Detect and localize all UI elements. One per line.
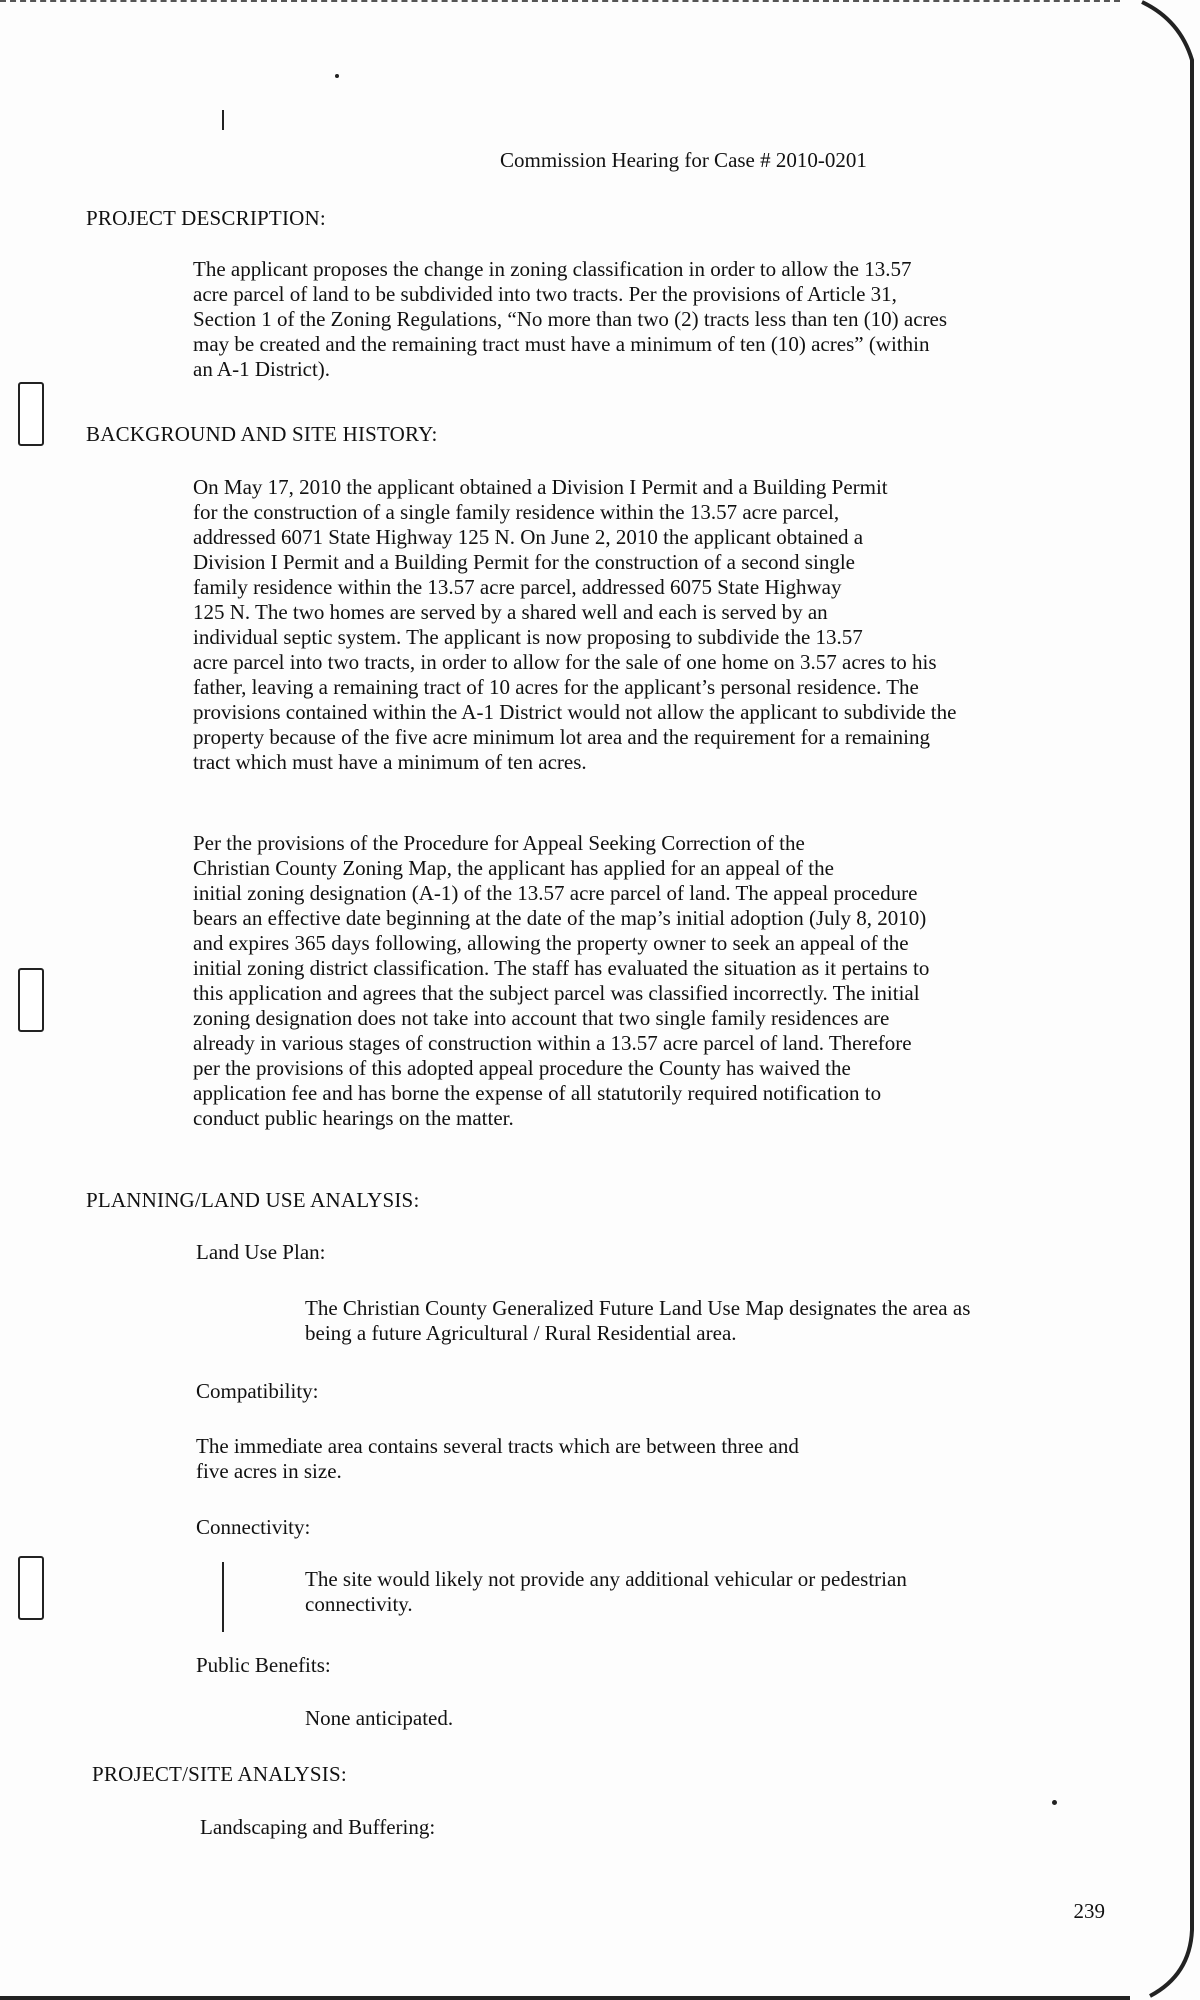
text-line: addressed 6071 State Highway 125 N. On June 2, 2010 the applicant obtained a — [193, 525, 864, 549]
punch-hole — [18, 382, 44, 446]
background-paragraph-1 — [193, 475, 956, 775]
text-line: On May 17, 2010 the applicant obtained a Division I Permit and a Building Permit — [193, 475, 888, 499]
scan-mark — [1052, 1800, 1057, 1805]
background-paragraph-2 — [193, 831, 929, 1131]
text-line: already in various stages of construction within a 13.57 acre parcel of land. Therefore — [193, 1031, 912, 1055]
section-heading-planning: PLANNING/LAND USE ANALYSIS: — [86, 1188, 420, 1212]
text-line: and expires 365 days following, allowing the property owner to seek an appeal of the — [193, 931, 909, 955]
text-line: bears an effective date beginning at the date of the map’s initial adoption (July 8, 2010) — [193, 906, 927, 930]
text-line: family residence within the 13.57 acre parcel, addressed 6075 State Highway — [193, 575, 842, 599]
text-line: may be created and the remaining tract must have a minimum of ten (10) acres” (within — [193, 332, 930, 356]
text-line: tract which must have a minimum of ten acres. — [193, 750, 587, 774]
connectivity-text — [305, 1567, 907, 1617]
case-header: Commission Hearing for Case # 2010-0201 — [500, 148, 867, 172]
subheading-public-benefits: Public Benefits: — [196, 1653, 331, 1677]
public-benefits-text: None anticipated. — [305, 1706, 454, 1730]
scan-mark — [335, 74, 339, 78]
scan-mark — [222, 110, 224, 130]
text-line: The site would likely not provide any additional vehicular or pedestrian — [305, 1567, 907, 1591]
section-heading-background: BACKGROUND AND SITE HISTORY: — [86, 422, 438, 446]
text-line: per the provisions of this adopted appeal procedure the County has waived the — [193, 1056, 851, 1080]
scan-bottom-edge — [0, 1996, 1130, 2000]
text-line: conduct public hearings on the matter. — [193, 1106, 514, 1130]
text-line: this application and agrees that the subject parcel was classified incorrectly. The initial — [193, 981, 920, 1005]
text-line: connectivity. — [305, 1592, 413, 1616]
punch-hole — [18, 1556, 44, 1620]
section-heading-project-description: PROJECT DESCRIPTION: — [86, 206, 326, 230]
scan-top-edge — [0, 0, 1120, 2]
text-line: individual septic system. The applicant is now proposing to subdivide the 13.57 — [193, 625, 863, 649]
page-number: 239 — [1073, 1899, 1105, 1923]
text-line: an A-1 District). — [193, 357, 331, 381]
text-line: being a future Agricultural / Rural Residential area. — [305, 1321, 737, 1345]
text-line: The applicant proposes the change in zoning classification in order to allow the 13.57 — [193, 257, 912, 281]
text-line: acre parcel of land to be subdivided into two tracts. Per the provisions of Article 31, — [193, 282, 897, 306]
section-heading-project-site: PROJECT/SITE ANALYSIS: — [92, 1762, 347, 1786]
project-description-paragraph — [193, 257, 947, 382]
text-line: five acres in size. — [196, 1459, 342, 1483]
text-line: 125 N. The two homes are served by a shared well and each is served by an — [193, 600, 828, 624]
text-line: Division I Permit and a Building Permit for the construction of a second single — [193, 550, 855, 574]
text-line: zoning designation does not take into account that two single family residences are — [193, 1006, 890, 1030]
text-line: Section 1 of the Zoning Regulations, “No more than two (2) tracts less than ten (10) acres — [193, 307, 948, 331]
text-line: Per the provisions of the Procedure for Appeal Seeking Correction of the — [193, 831, 805, 855]
text-line: property because of the five acre minimum lot area and the requirement for a remaining — [193, 725, 931, 749]
scan-mark — [222, 1562, 224, 1632]
punch-hole — [18, 968, 44, 1032]
text-line: initial zoning district classification. The staff has evaluated the situation as it pertains to — [193, 956, 930, 980]
text-line: provisions contained within the A-1 District would not allow the applicant to subdivide the — [193, 700, 957, 724]
land-use-plan-text — [305, 1296, 970, 1346]
text-line: father, leaving a remaining tract of 10 acres for the applicant’s personal residence. The — [193, 675, 919, 699]
text-line: Christian County Zoning Map, the applicant has applied for an appeal of the — [193, 856, 834, 880]
text-line: initial zoning designation (A-1) of the 13.57 acre parcel of land. The appeal procedure — [193, 881, 918, 905]
subheading-land-use-plan: Land Use Plan: — [196, 1240, 326, 1264]
scan-right-edge — [1140, 0, 1200, 2000]
subheading-connectivity: Connectivity: — [196, 1515, 311, 1539]
text-line: The Christian County Generalized Future Land Use Map designates the area as — [305, 1296, 971, 1320]
compatibility-text — [196, 1434, 799, 1484]
text-line: for the construction of a single family residence within the 13.57 acre parcel, — [193, 500, 840, 524]
text-line: acre parcel into two tracts, in order to allow for the sale of one home on 3.57 acres to his — [193, 650, 937, 674]
subheading-landscaping: Landscaping and Buffering: — [200, 1815, 436, 1839]
text-line: application fee and has borne the expense of all statutorily required notification to — [193, 1081, 882, 1105]
text-line: The immediate area contains several tracts which are between three and — [196, 1434, 799, 1458]
subheading-compatibility: Compatibility: — [196, 1379, 319, 1403]
